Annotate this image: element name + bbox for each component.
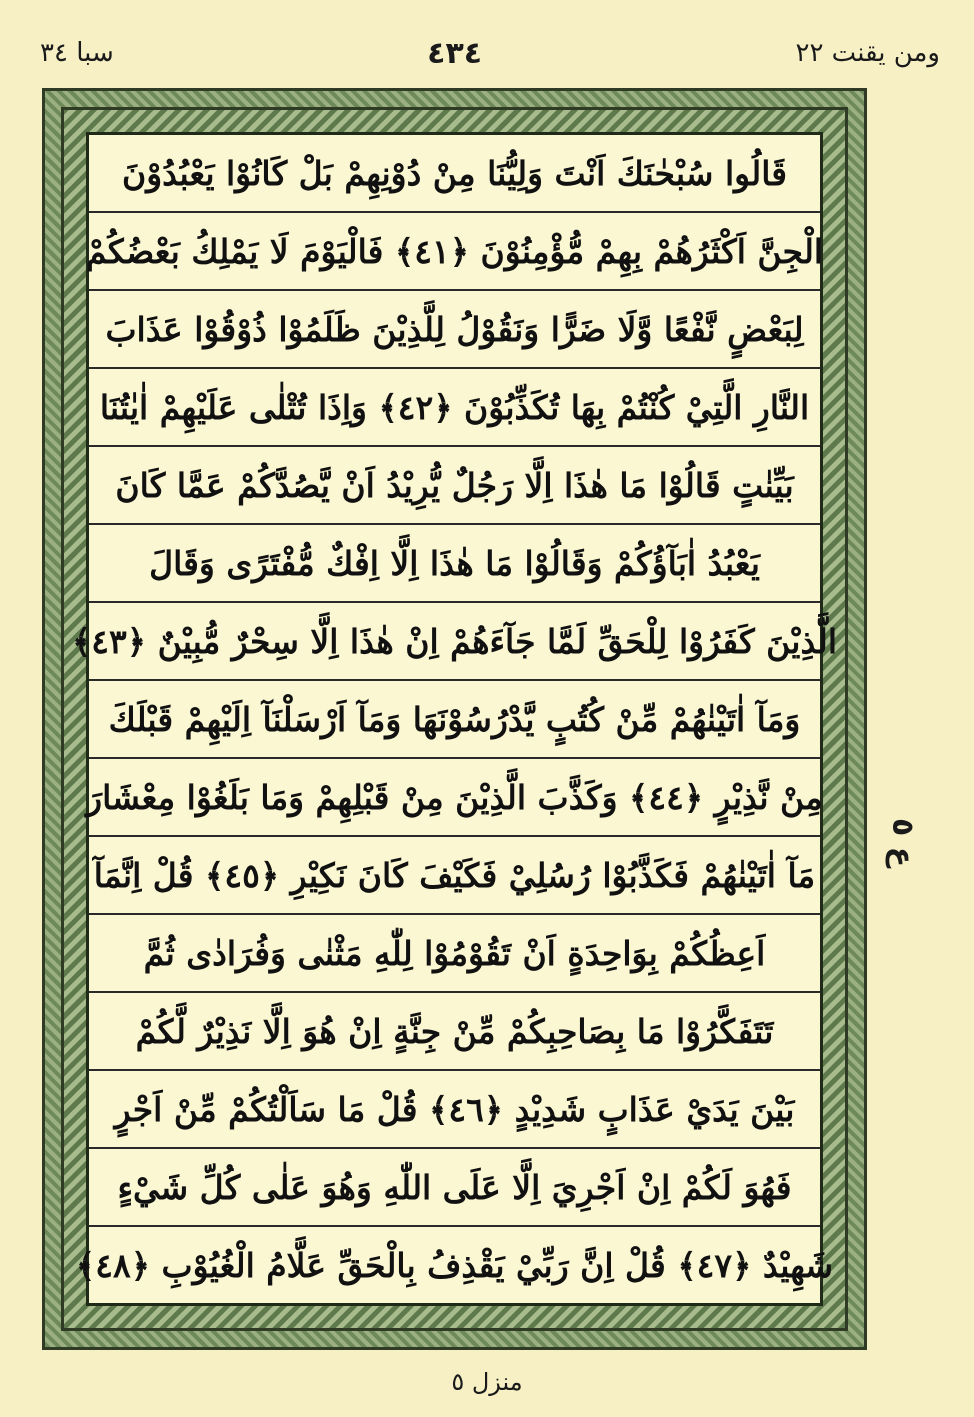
text-line: فَهُوَ لَكُمْ اِنْ اَجْرِيَ اِلَّا عَلَى اللّٰهِ وَهُوَ عَلٰى كُلِّ شَيْءٍ	[89, 1149, 820, 1227]
page-number: ٤٣٤	[427, 35, 483, 71]
text-line: اَعِظُكُمْ بِوَاحِدَةٍ اَنْ تَقُوْمُوْا لِلّٰهِ مَثْنٰى وَفُرَادٰى ثُمَّ	[89, 915, 820, 993]
text-line: لِبَعْضٍ نَّفْعًا وَّلَا ضَرًّا وَنَقُوْلُ لِلَّذِيْنَ ظَلَمُوْا ذُوْقُوْا عَذَابَ	[89, 291, 820, 369]
text-line: بَيْنَ يَدَيْ عَذَابٍ شَدِيْدٍ ﴿٤٦﴾ قُلْ مَا سَاَلْتُكُمْ مِّنْ اَجْرٍ	[89, 1071, 820, 1149]
ornamental-border-inner	[61, 107, 848, 1331]
text-line: بَيِّنٰتٍ قَالُوْا مَا هٰذَا اِلَّا رَجُلٌ يُّرِيْدُ اَنْ يَّصُدَّكُمْ عَمَّا كَانَ	[89, 447, 820, 525]
text-line: شَهِيْدٌ ﴿٤٧﴾ قُلْ اِنَّ رَبِّيْ يَقْذِفُ بِالْحَقِّ عَلَّامُ الْغُيُوْبِ ﴿٤٨﴾	[75, 1245, 834, 1285]
page-header	[40, 28, 940, 78]
surah-name: سبا ٣٤	[40, 38, 114, 68]
manzil-footer: منزل ٥	[451, 1368, 523, 1396]
text-line: وَمَآ اٰتَيْنٰهُمْ مِّنْ كُتُبٍ يَّدْرُسُوْنَهَا وَمَآ اَرْسَلْنَآ اِلَيْهِمْ قَبْلَكَ	[89, 681, 820, 759]
text-line: مَآ اٰتَيْنٰهُمْ فَكَذَّبُوْا رُسُلِيْ فَكَيْفَ كَانَ نَكِيْرِ ﴿٤٥﴾ قُلْ اِنَّمَآ	[89, 837, 820, 915]
text-line: النَّارِ الَّتِيْ كُنْتُمْ بِهَا تُكَذِّبُوْنَ ﴿٤٢﴾ وَاِذَا تُتْلٰى عَلَيْهِمْ اٰيٰتُنَا	[89, 369, 820, 447]
text-line: قَالُوا سُبْحٰنَكَ اَنْتَ وَلِيُّنَا مِنْ دُوْنِهِمْ بَلْ كَانُوْا يَعْبُدُوْنَ	[89, 135, 820, 213]
text-line: يَعْبُدُ اٰبَآؤُكُمْ وَقَالُوْا مَا هٰذَا اِلَّا اِفْكٌ مُّفْتَرًى وَقَالَ	[89, 525, 820, 603]
ornamental-border	[42, 88, 867, 1350]
text-line: تَتَفَكَّرُوْا مَا بِصَاحِبِكُمْ مِّنْ جِنَّةٍ اِنْ هُوَ اِلَّا نَذِيْرٌ لَّكُمْ	[89, 993, 820, 1071]
text-line: الْجِنَّ اَكْثَرُهُمْ بِهِمْ مُّؤْمِنُوْنَ ﴿٤١﴾ فَالْيَوْمَ لَا يَمْلِكُ بَعْضُكُمْ	[89, 213, 820, 291]
juz-name: ومن يقنت ٢٢	[795, 38, 940, 68]
text-line: الَّذِيْنَ كَفَرُوْا لِلْحَقِّ لَمَّا جَآءَهُمْ اِنْ هٰذَا اِلَّا سِحْرٌ مُّبِيْنٌ ﴿٤٣﴾	[89, 603, 820, 681]
quran-text-area	[71, 132, 838, 1306]
ruku-marker: ع ٥	[885, 818, 920, 868]
text-line: مِنْ نَّذِيْرٍ ﴿٤٤﴾ وَكَذَّبَ الَّذِيْنَ مِنْ قَبْلِهِمْ وَمَا بَلَغُوْا مِعْشَارَ	[89, 759, 820, 837]
